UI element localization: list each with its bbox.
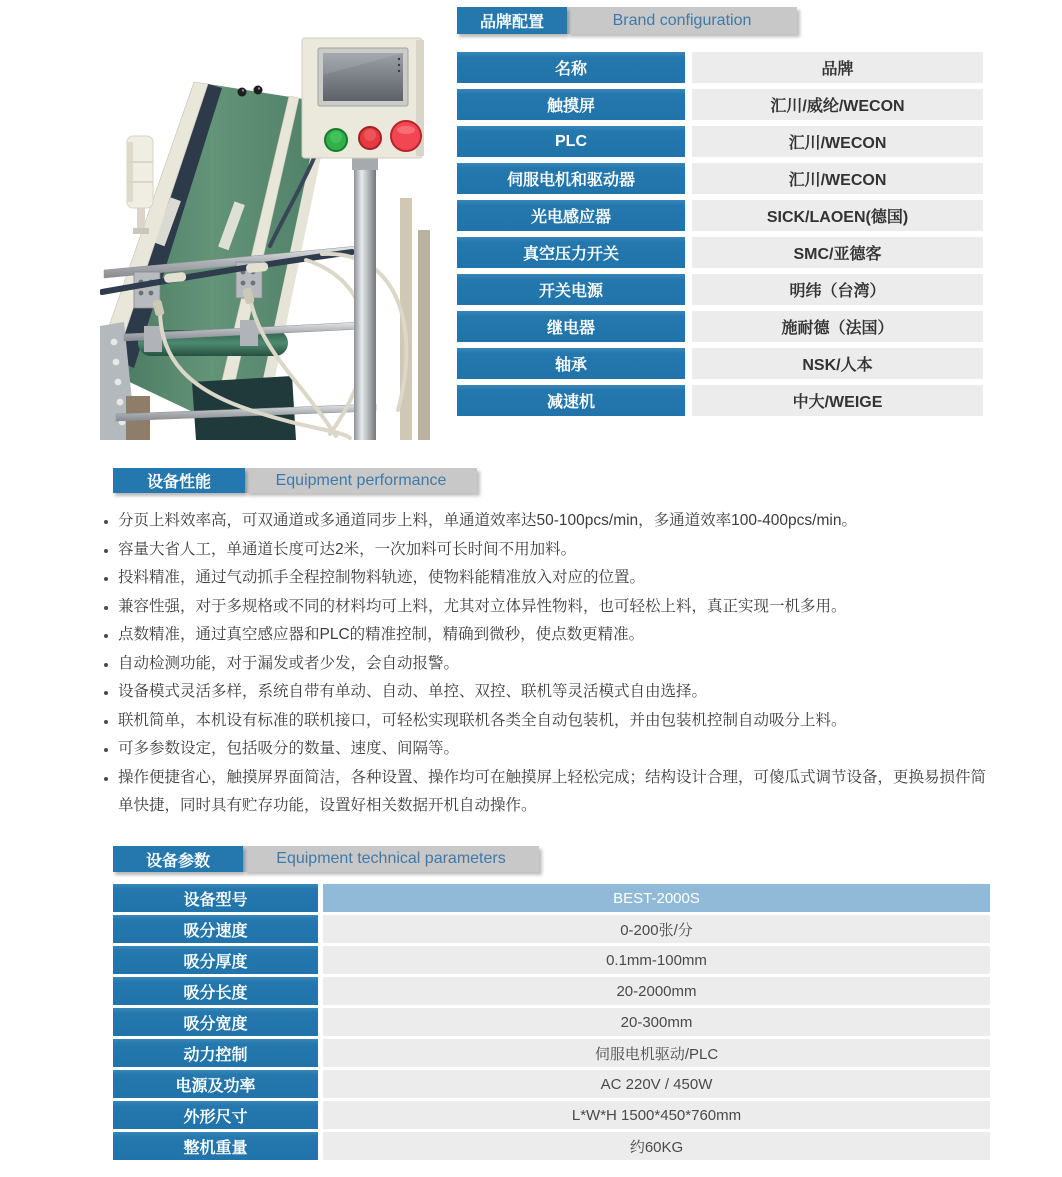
list-item [100,621,998,650]
brand-value-cell: 明纬（台湾） [692,274,983,305]
bullet-dot-icon [104,748,108,752]
brand-key-cell: 继电器 [457,311,685,342]
param-key-cell: 外形尺寸 [113,1101,318,1129]
list-item [100,735,998,764]
table-row [457,274,983,305]
bullet-dot-icon [104,520,108,524]
param-value-cell: 伺服电机驱动/PLC [323,1039,990,1067]
table-row [457,311,983,342]
table-row [113,1070,990,1098]
start-button-green [325,129,347,151]
table-row [113,1132,990,1160]
section-label-cn: 设备参数 [113,846,243,872]
brand-value-cell: NSK/人本 [692,348,983,379]
param-value-cell: 约60KG [323,1132,990,1160]
param-key-cell: 设备型号 [113,884,318,912]
table-row [457,385,983,416]
list-item [100,707,998,736]
table-row [113,1039,990,1067]
bullet-dot-icon [104,777,108,781]
param-value-cell: 20-2000mm [323,977,990,1005]
table-row [113,915,990,943]
bullet-text: 联机简单，本机设有标准的联机接口，可轻松实现联机各类全自动包装机，并由包装机控制自动吸分上料。 [118,711,847,729]
bullet-text: 设备模式灵活多样，系统自带有单动、自动、单控、双控、联机等灵活模式自由选择。 [118,683,708,700]
param-key-cell: 电源及功率 [113,1070,318,1098]
bullet-dot-icon [104,549,108,553]
list-item [100,593,998,622]
bullet-text: 投料精准，通过气动抓手全程控制物料轨迹，使物料能精准放入对应的位置。 [118,569,646,586]
parameters-section-header [113,846,539,872]
bullet-text: 可多参数设定，包括吸分的数量、速度、间隔等。 [118,740,460,757]
hmi-touchscreen [318,48,408,106]
brand-key-cell: 伺服电机和驱动器 [457,163,685,194]
list-item [100,650,998,679]
bullet-dot-icon [104,606,108,610]
bullet-text: 分页上料效率高，可双通道或多通道同步上料，单通道效率达50-100pcs/min，多通道效率100-400pcs/min。 [118,512,857,529]
brand-value-cell: 品牌 [692,52,983,83]
section-label-cn: 设备性能 [113,468,245,493]
brand-section-header [457,7,797,34]
bullet-dot-icon [104,634,108,638]
brand-value-cell: 中大/WEIGE [692,385,983,416]
brand-config-table [457,52,983,422]
brand-value-cell: 汇川/WECON [692,163,983,194]
brand-value-cell: 汇川/WECON [692,126,983,157]
list-item [100,678,998,707]
section-label-en: Equipment performance [245,468,477,493]
brand-value-cell: SICK/LAOEN(德国) [692,200,983,231]
bullet-dot-icon [104,663,108,667]
list-item [100,536,998,565]
brand-key-cell: 名称 [457,52,685,83]
bullet-text: 兼容性强，对于多规格或不同的材料均可上料，尤其对立体异性物料，也可轻松上料，真正实现一机多用。 [118,597,847,615]
bullet-dot-icon [104,577,108,581]
bullet-text: 操作便捷省心，触摸屏界面简洁，各种设置、操作均可在触摸屏上轻松完成；结构设计合理，可傻瓜式调节设备，更换易损件简单快捷，同时具有贮存功能，设置好相关数据开机自动操作。 [118,768,987,814]
param-key-cell: 吸分速度 [113,915,318,943]
param-value-cell: 20-300mm [323,1008,990,1036]
bullet-dot-icon [104,720,108,724]
param-value-cell: AC 220V / 450W [323,1070,990,1098]
table-row [113,1101,990,1129]
table-row [457,163,983,194]
brand-key-cell: 触摸屏 [457,89,685,120]
brand-key-cell: 真空压力开关 [457,237,685,268]
table-row [457,52,983,83]
brand-key-cell: 开关电源 [457,274,685,305]
bullet-text: 容量大省人工，单通道长度可达2米，一次加料可长时间不用加料。 [118,540,577,558]
list-item [100,764,998,821]
section-label-cn: 品牌配置 [457,7,567,34]
param-value-cell: 0-200张/分 [323,915,990,943]
table-row [457,237,983,268]
bullet-text: 自动检测功能，对于漏发或者少发，会自动报警。 [118,654,460,672]
brand-key-cell: PLC [457,126,685,157]
brand-key-cell: 轴承 [457,348,685,379]
brand-value-cell: 施耐德（法国） [692,311,983,342]
brand-key-cell: 减速机 [457,385,685,416]
parameters-table [113,884,990,1163]
table-row [113,1008,990,1036]
section-label-en: Brand configuration [567,7,797,34]
emergency-stop-button [391,121,421,151]
brand-value-cell: 汇川/威纶/WECON [692,89,983,120]
brand-key-cell: 光电感应器 [457,200,685,231]
param-key-cell: 吸分长度 [113,977,318,1005]
list-item [100,507,998,536]
param-key-cell: 动力控制 [113,1039,318,1067]
param-key-cell: 整机重量 [113,1132,318,1160]
table-row [457,200,983,231]
table-row [113,946,990,974]
table-row [457,126,983,157]
param-key-cell: 吸分宽度 [113,1008,318,1036]
machine-control-panel [302,38,424,158]
stop-button-red [359,127,381,149]
param-value-cell: L*W*H 1500*450*760mm [323,1101,990,1129]
param-key-cell: 吸分厚度 [113,946,318,974]
table-row [113,977,990,1005]
panel-mount-pole [352,156,378,440]
performance-bullet-list [100,507,998,821]
brand-value-cell: SMC/亚德客 [692,237,983,268]
section-label-en: Equipment technical parameters [243,846,539,872]
param-value-cell: BEST-2000S [323,884,990,912]
table-row [457,348,983,379]
product-photo [100,30,440,440]
table-row [457,89,983,120]
table-row [113,884,990,912]
bullet-text: 点数精准，通过真空感应器和PLC的精准控制，精确到微秒，使点数更精准。 [118,626,645,643]
param-value-cell: 0.1mm-100mm [323,946,990,974]
performance-section-header [113,468,477,493]
bullet-dot-icon [104,691,108,695]
list-item [100,564,998,593]
